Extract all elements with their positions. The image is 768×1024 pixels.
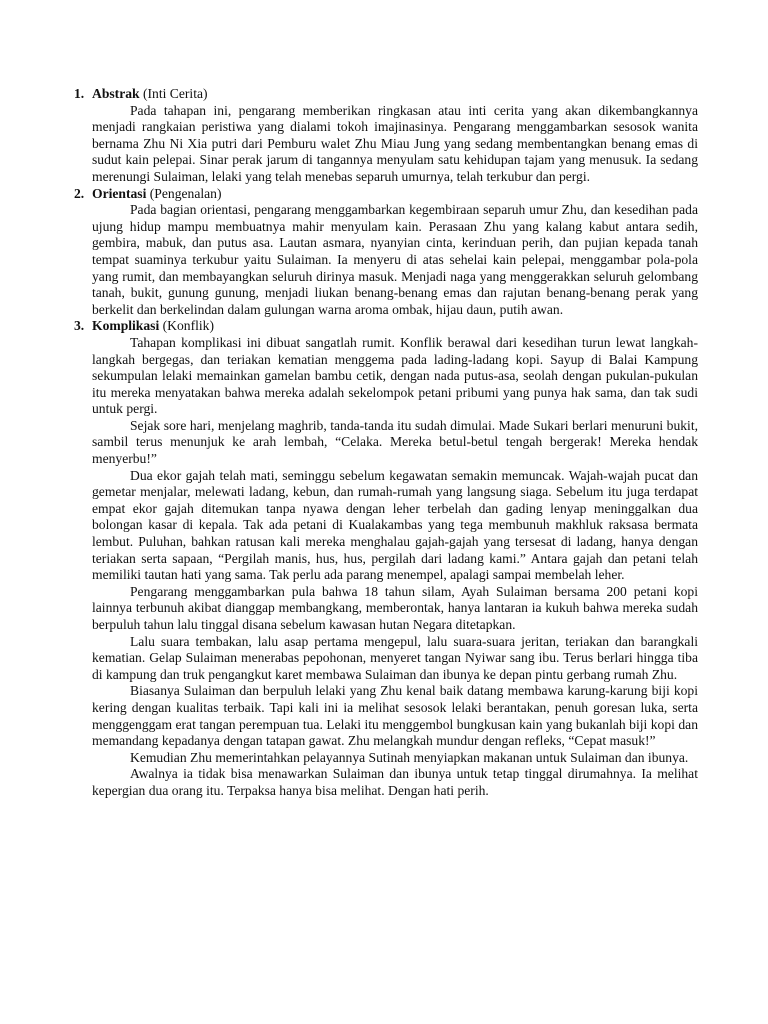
- section-heading: [74, 185, 698, 203]
- paragraph: Tahapan komplikasi ini dibuat sangatlah rumit. Konflik berawal dari kesedihan turun lewat langkah-langkah bergegas, dan teriakan kematian menggema pada lading-ladang kopi. Sayup di Balai Kampung sekumpulan lelaki memainkan gamelan bambu cetik, dengan nada putus-asa, seolah dengan pukulan-pukulan itu mereka menyatakan bahwa mereka adalah sekelompok petani pribumi yang punya hak sama, dan tak sudi untuk pergi.: [92, 334, 698, 417]
- section-body: [92, 103, 698, 186]
- paragraph: Sejak sore hari, menjelang maghrib, tanda-tanda itu sudah dimulai. Made Sukari berlari menuruni bukit, sambil terus menunjuk ke arah lembah, “Celaka. Mereka betul-betul tengah bergerak! Mereka hendak menyerbu!”: [92, 417, 698, 467]
- section-orientasi: [74, 185, 698, 319]
- section-komplikasi: [74, 318, 698, 799]
- section-heading: [74, 318, 698, 335]
- section-abstrak: [74, 86, 698, 186]
- section-subtitle: (Inti Cerita): [139, 86, 208, 101]
- section-subtitle: (Konflik): [159, 318, 214, 334]
- section-title: Komplikasi: [92, 318, 160, 334]
- paragraph: Dua ekor gajah telah mati, seminggu sebelum kegawatan semakin memuncak. Wajah-wajah pucat dan gemetar menjalar, melewati ladang, kebun, dan rumah-rumah yang langsung siaga. Sebelum itu juga terdapat empat ekor gajah ditemukan tanpa nyawa dengan leher terbelah dan gading lenyap meninggalkan dua bolongan kasar di kepala. Tak ada petani di Kualakambas yang tega membunuh makhluk raksasa bermata lembut. Puluhan, bahkan ratusan kali mereka menghalau gajah-gajah yang tersesat di ladang, hanya dengan teriakan serta sapaan, “Pergilah manis, hus, hus, pergilah dari ladang kami.” Antara gajah dan petani telah memiliki tautan hati yang sama. Tak perlu ada parang menempel, apalagi sampai membelah leher.: [92, 467, 698, 583]
- paragraph: Pada bagian orientasi, pengarang menggambarkan kegembiraan separuh umur Zhu, dan kesedihan pada ujung hidup mampu membuatnya mahir menyulam kain. Perasaan Zhu yang kalang kabut antara sedih, gembira, mabuk, dan putus asa. Lautan asmara, nyanyian cinta, kerinduan perih, dan pujian kepada tanah tempat suaminya terkubur yaitu Sulaiman. Ia menyeru di atas sehelai kain pelepai, menggambar pola-pola yang rumit, dan membayangkan seluruh dirinya masuk. Menjadi naga yang menggerakkan seluruh gelombang tanah, bukit, gunung gunung, menjadi liukan benang-benang emas dan rajutan benang-benang perak yang berkelit dan berkelindan dalam gulungan warna aroma ombak, hijau daun, putih awan.: [92, 202, 698, 317]
- section-number: 3.: [74, 318, 85, 334]
- section-body: [92, 202, 698, 318]
- section-title: Abstrak: [92, 86, 140, 101]
- section-title: Orientasi: [92, 185, 147, 201]
- section-number: 2.: [74, 185, 85, 201]
- paragraph: Kemudian Zhu memerintahkan pelayannya Sutinah menyiapkan makanan untuk Sulaiman dan ibunya.: [130, 749, 689, 765]
- paragraph: Pengarang menggambarkan pula bahwa 18 tahun silam, Ayah Sulaiman bersama 200 petani kopi lainnya terbunuh akibat dianggap membangkang, memberontak, hanya lantaran ia kukuh bahwa mereka sudah berpuluh tahun lalu tinggal disana sebelum kawasan hutan Negara ditetapkan.: [92, 583, 698, 632]
- section-heading: [74, 86, 698, 103]
- section-subtitle: (Pengenalan): [146, 185, 222, 201]
- paragraph: Pada tahapan ini, pengarang memberikan ringkasan atau inti cerita yang akan dikembangkannya menjadi rangkaian peristiwa yang dialami tokoh imajinasinya. Pengarang menggambarkan sesosok wanita bernama Zhu Ni Xia putri dari Pemburu walet Zhu Miau Jung yang sedang membentangkan benang emas di sudut kain pelepai. Sinar perak jarum di tangannya menyulam satu kehidupan tajam yang menusuk. Ia sedang merenungi Sulaiman, lelaki yang telah menebas separuh umurnya, telah terkubur dan pergi.: [92, 102, 698, 184]
- paragraph: Awalnya ia tidak bisa menawarkan Sulaiman dan ibunya untuk tetap tinggal dirumahnya. Ia melihat kepergian dua orang itu. Terpaksa hanya bisa melihat. Dengan hati perih.: [92, 766, 698, 798]
- paragraph: Biasanya Sulaiman dan berpuluh lelaki yang Zhu kenal baik datang membawa karung-karung biji kopi kering dengan kualitas terbaik. Tapi kali ini ia melihat sesosok lelaki berantakan, penuh goresan luka, serta menggenggam erat tangan perempuan tua. Lelaki itu menggembol bungkusan kain yang bukanlah biji kopi dan memandang kepadanya dengan tatapan gawat. Zhu melangkah mundur dengan refleks, “Cepat masuk!”: [92, 683, 698, 749]
- paragraph: Lalu suara tembakan, lalu asap pertama mengepul, lalu suara-suara jeritan, teriakan dan barangkali kematian. Gelap Sulaiman menerabas pepohonan, menyeret tangan Nyiwar sang ibu. Terus berlari hingga tiba di kampung dan truk pengangkut karet membawa Sulaiman dan ibunya ke depan pintu gerbang rumah Zhu.: [92, 633, 698, 682]
- section-number: 1.: [74, 86, 85, 101]
- section-body: [92, 335, 698, 800]
